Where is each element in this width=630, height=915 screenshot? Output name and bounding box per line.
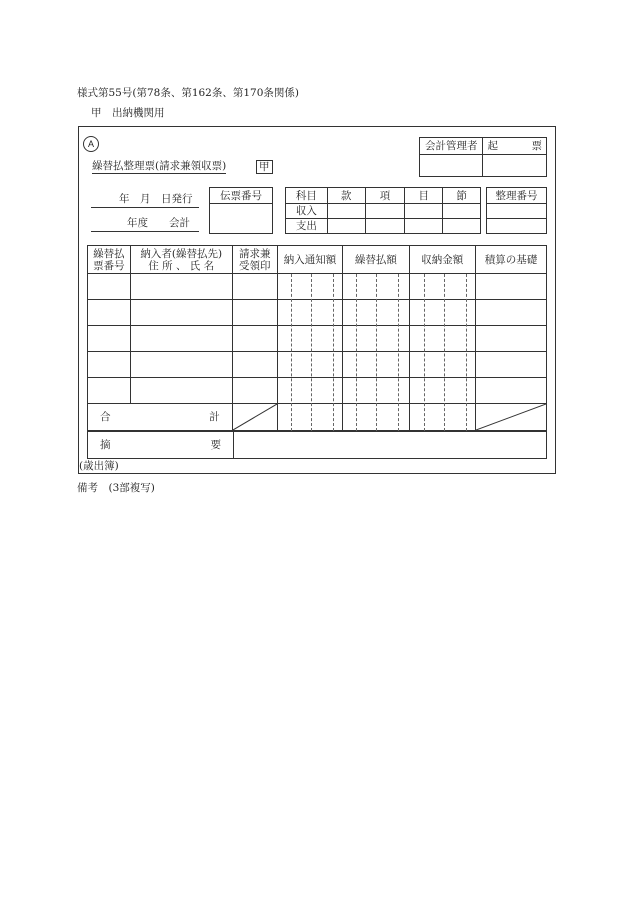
col-received-amount: 収納金額	[409, 246, 475, 274]
approval-box	[419, 137, 547, 177]
account-row-income: 収入	[286, 204, 328, 219]
account-head-moku: 目	[405, 188, 443, 204]
table-cell[interactable]	[130, 378, 232, 404]
account-cell[interactable]	[327, 204, 365, 219]
digit-divider	[311, 274, 312, 431]
table-cell[interactable]	[475, 300, 546, 326]
ref-box	[486, 187, 547, 234]
table-cell[interactable]	[475, 326, 546, 352]
ref-cell[interactable]	[487, 219, 547, 234]
account-cell[interactable]	[443, 204, 481, 219]
table-cell[interactable]	[88, 326, 131, 352]
ref-cell[interactable]	[487, 204, 547, 219]
table-cell[interactable]	[232, 300, 277, 326]
summary-table	[87, 431, 547, 459]
account-head-setsu: 節	[443, 188, 481, 204]
account-cell[interactable]	[365, 219, 405, 234]
table-cell[interactable]	[88, 378, 131, 404]
total-stamp-slash	[232, 404, 277, 431]
fiscal-year-line	[91, 231, 199, 232]
col-voucher-no: 繰替払 票番号	[88, 246, 131, 274]
table-cell[interactable]	[232, 378, 277, 404]
digit-divider	[424, 274, 425, 431]
table-cell[interactable]	[232, 326, 277, 352]
form-title: 繰替払整理票(請求兼領収票)	[92, 160, 227, 172]
form-number: 様式第55号(第78条、第162条、第170条関係)	[77, 87, 299, 99]
issue-date: 年 月 日発行	[119, 193, 193, 205]
remark: 備考 (3部複写)	[77, 482, 155, 494]
account-row-expense: 支出	[286, 219, 328, 234]
account-head-kou: 項	[365, 188, 405, 204]
manager-label: 会計管理者	[420, 138, 483, 155]
fiscal-note: (歳出簿)	[79, 460, 119, 472]
total-basis-slash	[475, 404, 546, 431]
table-cell[interactable]	[130, 352, 232, 378]
account-cell[interactable]	[443, 219, 481, 234]
account-table	[285, 187, 481, 234]
issue-date-line	[91, 207, 199, 208]
col-basis: 積算の基礎	[475, 246, 546, 274]
fiscal-year: 年度 会計	[127, 217, 190, 229]
table-cell[interactable]	[232, 274, 277, 300]
digit-divider	[291, 274, 292, 431]
table-cell[interactable]	[88, 352, 131, 378]
digit-divider	[398, 274, 399, 431]
table-cell[interactable]	[88, 300, 131, 326]
account-head-kan: 款	[327, 188, 365, 204]
table-cell[interactable]	[130, 274, 232, 300]
table-cell[interactable]	[130, 326, 232, 352]
digit-divider	[333, 274, 334, 431]
draft-left: 起	[487, 140, 498, 152]
digit-divider	[356, 274, 357, 431]
account-cell[interactable]	[365, 204, 405, 219]
voucher-value[interactable]	[210, 204, 273, 234]
circle-a-mark: A	[83, 136, 99, 152]
account-cell[interactable]	[327, 219, 365, 234]
digit-divider	[376, 274, 377, 431]
draft-right: 票	[531, 140, 542, 152]
col-stamp: 請求兼 受領印	[232, 246, 277, 274]
account-cell[interactable]	[405, 219, 443, 234]
col-notice-amount: 納入通知額	[277, 246, 342, 274]
col-advance-amount: 繰替払額	[343, 246, 409, 274]
summary-label: 摘 要	[88, 432, 234, 459]
table-cell[interactable]	[130, 300, 232, 326]
manager-stamp-cell[interactable]	[420, 155, 483, 177]
draft-stamp-cell[interactable]	[483, 155, 547, 177]
table-cell[interactable]	[475, 352, 546, 378]
account-cell[interactable]	[405, 204, 443, 219]
form-title-tag: 甲	[256, 160, 273, 174]
voucher-label: 伝票番号	[210, 188, 273, 204]
col-payee: 納入者(繰替払先) 住 所 、 氏 名	[130, 246, 232, 274]
draft-label	[483, 138, 547, 155]
voucher-box	[209, 187, 273, 234]
summary-value[interactable]	[234, 432, 547, 459]
table-cell[interactable]	[475, 274, 546, 300]
table-cell[interactable]	[475, 378, 546, 404]
ref-label: 整理番号	[487, 188, 547, 204]
total-label: 合 計	[88, 404, 233, 431]
account-head-kamoku: 科目	[286, 188, 328, 204]
table-cell[interactable]	[88, 274, 131, 300]
digit-divider	[466, 274, 467, 431]
copy-type: 甲 出納機関用	[91, 107, 165, 119]
main-table	[87, 245, 547, 431]
digit-divider	[444, 274, 445, 431]
table-cell[interactable]	[232, 352, 277, 378]
